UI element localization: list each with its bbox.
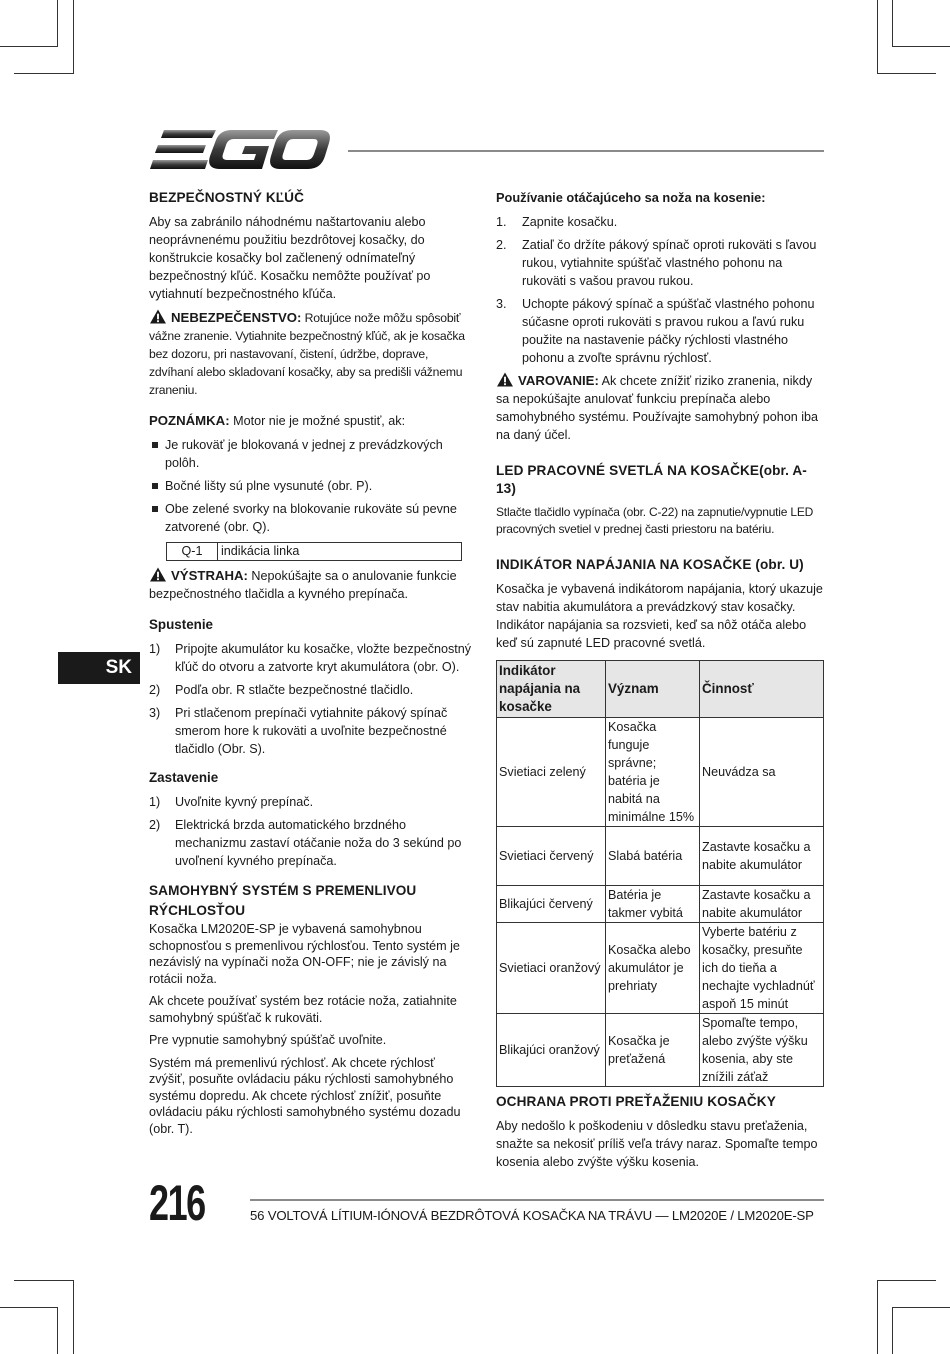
- crop-mark: [14, 1280, 73, 1281]
- table-cell: Neuvádza sa: [700, 718, 824, 827]
- paragraph: Kosačka LM2020E-SP je vybavená samohybnou schopnosťou s premenlivou rýchlosťou. Tento systém je nezávislý na vypínači noža ON-OFF; nie je závislý na rotácii noža.: [149, 922, 460, 986]
- subsection-heading: Spustenie: [149, 617, 213, 632]
- section-heading: OCHRANA PROTI PREŤAŽENIU KOSAČKY: [496, 1094, 776, 1109]
- table-row: [497, 886, 824, 923]
- crop-mark: [877, 1280, 936, 1281]
- footer-title: 56 VOLTOVÁ LÍTIUM-IÓNOVÁ BEZDRÔTOVÁ KOSAČKA NA TRÁVU — LM2020E / LM2020E-SP: [250, 1208, 814, 1223]
- crop-mark: [14, 73, 73, 74]
- column-header: Význam: [606, 661, 700, 718]
- table-cell: Zastavte kosačku a nabite akumulátor: [700, 827, 824, 886]
- table-cell: Batéria je takmer vybitá: [606, 886, 700, 923]
- crop-mark: [877, 1280, 878, 1354]
- legend-label: indikácia linka: [221, 544, 300, 558]
- paragraph: Aby sa zabránilo náhodnému naštartovaniu alebo neoprávnenému použitiu bezdrôtovej kosačky, do konštrukcie kosačky bol začlenený odnímateľný bezpečnostný kľúč. Kosačku nemôžte používať po vytiahnutí bezpečnostného kľúča.: [149, 215, 431, 301]
- subsection-heading: Zastavenie: [149, 770, 219, 785]
- language-tab: SK: [58, 652, 140, 684]
- note-label: POZNÁMKA:: [149, 413, 230, 428]
- paragraph: Systém má premenlivú rýchlosť. Ak chcete rýchlosť zvýšiť, posuňte ovládaciu páku rýchlosti samohybného systému dopredu. Ak chcete rýchlosť znížiť, posuňte ovládaciu páku rýchlosti samohybného systému dozadu (obr. T).: [149, 1055, 461, 1136]
- table-cell: Zastavte kosačku a nabite akumulátor: [700, 886, 824, 923]
- paragraph: Pre vypnutie samohybný spúšťač uvoľnite.: [149, 1033, 387, 1047]
- crop-mark: [877, 73, 936, 74]
- caution-notice: [496, 372, 824, 444]
- subsection-heading: Používanie otáčajúceho sa noža na kosenie:: [496, 190, 766, 205]
- paragraph: Kosačka je vybavená indikátorom napájania, ktorý ukazuje stav nabitia akumulátora a prevádzkový stav kosačky. Indikátor napájania sa rozsvieti, keď sa nôž otáča alebo keď sú zapnuté LED pracovné svetlá.: [496, 582, 823, 650]
- note: [149, 412, 474, 430]
- start-steps: [149, 640, 474, 758]
- danger-text: Rotujúce nože môžu spôsobiť vážne zranenie. Vytiahnite bezpečnostný kľúč, ak je kosačka bez dozoru, pri nastavovaní, čistení, údržbe, doprave, zdvíhaní alebo skladovaní kosačky, aby sa predišli vážnemu zraneniu.: [149, 311, 465, 397]
- figure-legend-box: [166, 542, 462, 561]
- danger-label: NEBEZPEČENSTVO:: [171, 310, 302, 325]
- section-heading: SAMOHYBNÝ SYSTÉM S PREMENLIVOU RÝCHLOSŤOU: [149, 883, 417, 918]
- table-cell: Svietiaci oranžový: [497, 923, 606, 1014]
- note-text: Motor nie je možné spustiť, ak:: [229, 414, 406, 428]
- paragraph: Aby nedošlo k poškodeniu v dôsledku stavu preťaženia, snažte sa nekosiť príliš veľa trávy naraz. Spomaľte tempo kosenia alebo zvýšte výšku kosenia.: [496, 1119, 818, 1169]
- table-header-row: [497, 661, 824, 718]
- section-heading: LED PRACOVNÉ SVETLÁ NA KOSAČKE(obr. A-13): [496, 463, 807, 496]
- rotation-steps: [496, 213, 824, 367]
- column-header: Indikátor napájania na kosačke: [497, 661, 606, 718]
- stop-steps: [149, 793, 474, 870]
- table-row: [497, 827, 824, 886]
- crop-mark: [892, 46, 950, 47]
- table-cell: Kosačka funguje správne; batéria je nabitá na minimálne 15%: [606, 718, 700, 827]
- left-column: [149, 189, 474, 1137]
- warning-notice: [149, 567, 474, 603]
- list-item: 3. Uchopte pákový spínač a spúšťač vlastného pohonu súčasne oproti rukoväti s pravou rukou a ľavú ruku použite na nastavenie páčky rýchlosti vlastného pohonu a zvoľte správnu rýchlosť.: [496, 297, 815, 365]
- section-heading: BEZPEČNOSTNÝ KĽÚČ: [149, 190, 305, 205]
- danger-notice: [149, 309, 474, 399]
- crop-mark: [73, 0, 74, 74]
- list-item: 1) Pripojte akumulátor ku kosačke, vložte bezpečnostný kľúč do otvoru a zatvorte kryt akumulátora (obr. O).: [149, 642, 472, 674]
- crop-mark: [877, 0, 878, 74]
- crop-mark: [73, 1280, 74, 1354]
- table-row: [497, 923, 824, 1014]
- table-cell: Slabá batéria: [606, 827, 700, 886]
- list-item: 1. Zapnite kosačku.: [496, 215, 618, 229]
- table-cell: Svietiaci červený: [497, 827, 606, 886]
- list-item: 2. Zatiaľ čo držíte pákový spínač oproti rukoväti s ľavou rukou, vytiahnite spúšťač vlastného pohonu na rukoväti s vašou pravou rukou.: [496, 238, 817, 288]
- crop-mark: [0, 1307, 58, 1308]
- crop-mark: [892, 1307, 893, 1354]
- list-item: Obe zelené svorky na blokovanie rukoväte sú pevne zatvorené (obr. Q).: [149, 500, 474, 536]
- table-cell: Kosačka alebo akumulátor je prehriaty: [606, 923, 700, 1014]
- table-cell: Blikajúci oranžový: [497, 1014, 606, 1087]
- list-item: Je rukoväť je blokovaná v jednej z prevádzkových polôh.: [149, 436, 474, 472]
- list-item: 2) Podľa obr. R stlačte bezpečnostné tlačidlo.: [149, 683, 414, 697]
- list-item: 3) Pri stlačenom prepínači vytiahnite pákový spínač smerom hore k rukoväti a uvoľnite bezpečnostné tlačidlo (Obr. S).: [149, 706, 448, 756]
- caution-text: Ak chcete znížiť riziko zranenia, nikdy sa nepokúšajte anulovať funkciu prepínača alebo samohybného systému. Používajte samohybný pohon iba na daný účel.: [496, 374, 819, 442]
- note-bullets: [149, 436, 474, 536]
- table-row: [497, 1014, 824, 1087]
- table-cell: Vyberte batériu z kosačky, presuňte ich do tieňa a nechajte vychladnúť aspoň 15 minút: [700, 923, 824, 1014]
- crop-mark: [0, 46, 58, 47]
- page-number: 216: [149, 1175, 205, 1231]
- section-heading: INDIKÁTOR NAPÁJANIA NA KOSAČKE (obr. U): [496, 557, 804, 572]
- table-row: [497, 718, 824, 827]
- list-item: Bočné lišty sú plne vysunuté (obr. P).: [149, 477, 474, 495]
- ego-logo: [150, 128, 332, 172]
- warning-text: Nepokúšajte sa o anulovanie funkcie bezpečnostného tlačidla a kyvného prepínača.: [149, 569, 457, 601]
- warning-icon: [149, 309, 167, 324]
- warning-label: VÝSTRAHA:: [171, 568, 248, 583]
- legend-code: Q-1: [167, 543, 218, 560]
- indicator-table: [496, 660, 824, 1087]
- header-rule: [348, 150, 824, 152]
- paragraph: Ak chcete používať systém bez rotácie noža, zatiahnite samohybný spúšťač k rukoväti.: [149, 994, 457, 1025]
- right-column: [496, 189, 824, 1171]
- warning-icon: [496, 372, 514, 387]
- crop-mark: [892, 0, 893, 46]
- crop-mark: [57, 1307, 58, 1354]
- crop-mark: [892, 1307, 950, 1308]
- table-cell: Kosačka je preťažená: [606, 1014, 700, 1087]
- list-item: 1) Uvoľnite kyvný prepínač.: [149, 795, 314, 809]
- list-item: 2) Elektrická brzda automatického brzdného mechanizmu zastaví otáčanie noža do 3 sekúnd po uvoľnení kyvného prepínača.: [149, 818, 462, 868]
- caution-label: VAROVANIE:: [518, 373, 599, 388]
- crop-mark: [57, 0, 58, 46]
- column-header: Činnosť: [700, 661, 824, 718]
- paragraph: Stlačte tlačidlo vypínača (obr. C-22) na zapnutie/vypnutie LED pracovných svetiel v prednej časti priestoru na batériu.: [496, 505, 814, 536]
- table-cell: Spomaľte tempo, alebo zvýšte výšku kosenia, aby ste znížili záťaž: [700, 1014, 824, 1087]
- warning-icon: [149, 567, 167, 582]
- table-cell: Blikajúci červený: [497, 886, 606, 923]
- table-cell: Svietiaci zelený: [497, 718, 606, 827]
- footer-rule: [250, 1199, 824, 1201]
